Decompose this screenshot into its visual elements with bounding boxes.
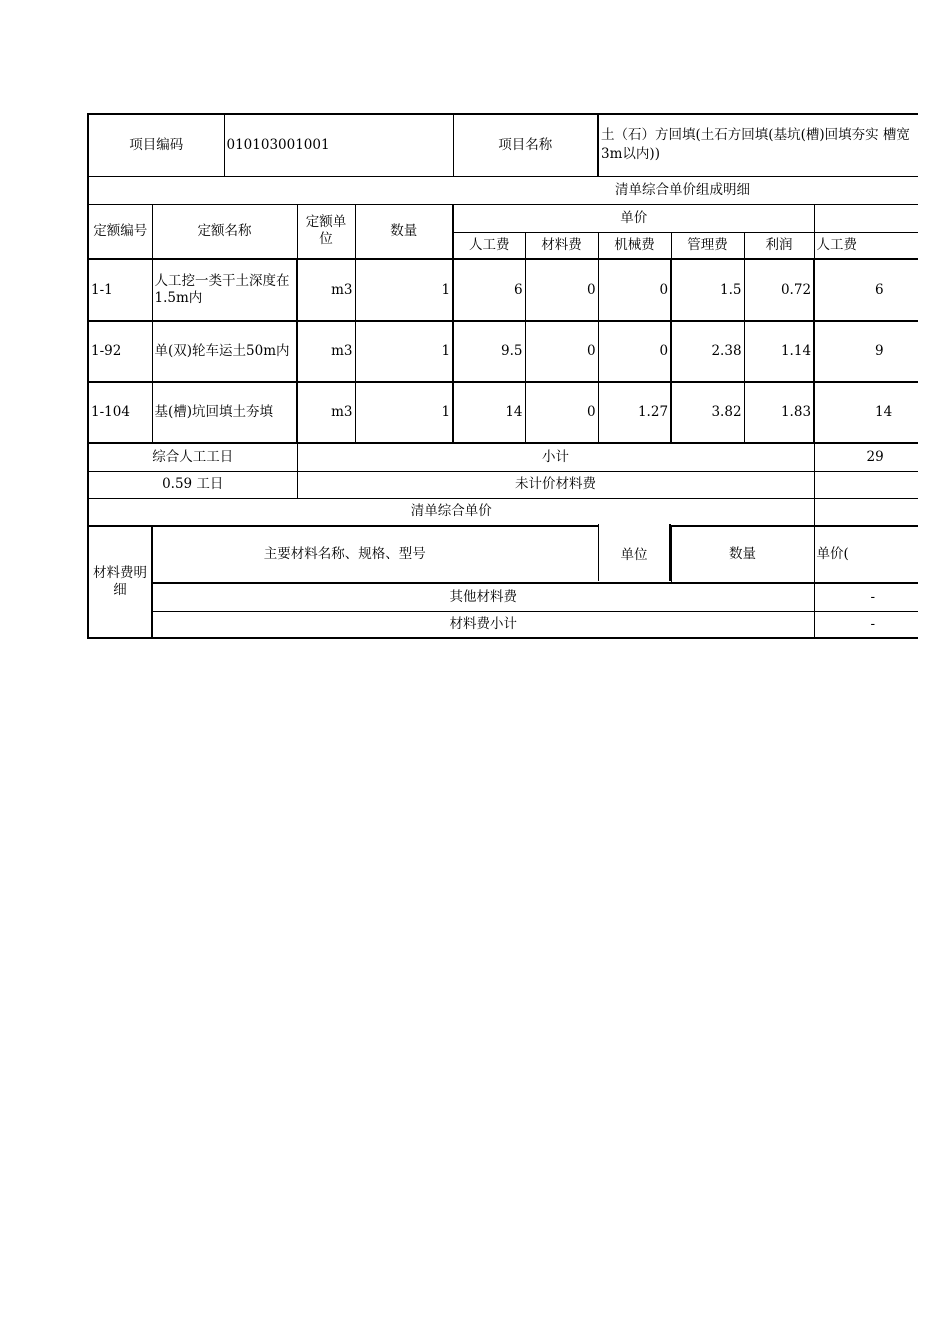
unit-price-total-label: 清单综合单价 — [88, 498, 814, 526]
material-qty-label: 数量 — [671, 526, 814, 583]
unit-price-total-value — [814, 498, 918, 526]
project-code-value: 010103001001 — [224, 114, 453, 176]
col-quota-no: 定额编号 — [88, 204, 152, 259]
section-title-row — [88, 176, 918, 204]
row-quota-name: 单(双)轮车运土50m内 — [152, 321, 297, 382]
row-mgmt: 2.38 — [671, 321, 744, 382]
unpriced-material-label: 未计价材料费 — [297, 471, 814, 498]
material-unit-label: 单位 — [598, 524, 671, 581]
col-total-labor: 人工费 — [814, 232, 918, 259]
col-management: 管理费 — [671, 232, 744, 259]
row-total-labor: 14 — [814, 382, 918, 443]
row-machine: 0 — [598, 259, 671, 321]
table-row — [88, 382, 918, 443]
row-total-labor: 6 — [814, 259, 918, 321]
col-quota-name: 定额名称 — [152, 204, 297, 259]
row-quota-name: 基(槽)坑回填土夯填 — [152, 382, 297, 443]
other-material-row — [88, 583, 918, 611]
row-mgmt: 3.82 — [671, 382, 744, 443]
material-name-spec-label: 主要材料名称、规格、型号 — [152, 526, 671, 583]
row-quota-no: 1-104 — [88, 382, 152, 443]
col-quota-unit: 定额单位 — [297, 204, 355, 259]
row-unit: m3 — [297, 259, 355, 321]
row-qty: 1 — [355, 382, 453, 443]
unpriced-material-row — [88, 471, 918, 498]
row-material: 0 — [525, 321, 598, 382]
col-material: 材料费 — [525, 232, 598, 259]
row-profit: 1.83 — [744, 382, 814, 443]
cost-analysis-sheet — [87, 113, 910, 638]
subtotal-row — [88, 443, 918, 471]
row-labor: 14 — [453, 382, 525, 443]
row-total-labor: 9 — [814, 321, 918, 382]
row-material: 0 — [525, 382, 598, 443]
material-section-label: 材料费明细 — [88, 526, 152, 638]
table-row — [88, 321, 918, 382]
row-machine: 1.27 — [598, 382, 671, 443]
row-quota-no: 1-1 — [88, 259, 152, 321]
row-quota-no: 1-92 — [88, 321, 152, 382]
labor-days-value: 0.59 工日 — [88, 471, 297, 498]
row-profit: 1.14 — [744, 321, 814, 382]
unit-price-total-row — [88, 498, 918, 526]
row-machine: 0 — [598, 321, 671, 382]
subtotal-value: 29 — [814, 443, 918, 471]
col-unit-price: 单价 — [453, 204, 814, 232]
material-price-label: 单价( — [814, 526, 918, 583]
subtotal-label: 小计 — [297, 443, 814, 471]
material-subtotal-value: - — [814, 611, 918, 638]
section-title: 清单综合单价组成明细 — [88, 176, 918, 204]
row-quota-name: 人工挖一类干土深度在1.5m内 — [152, 259, 297, 321]
row-mgmt: 1.5 — [671, 259, 744, 321]
row-profit: 0.72 — [744, 259, 814, 321]
row-unit: m3 — [297, 321, 355, 382]
other-material-value: - — [814, 583, 918, 611]
col-quantity: 数量 — [355, 204, 453, 259]
unpriced-material-value — [814, 471, 918, 498]
row-material: 0 — [525, 259, 598, 321]
header-row — [88, 114, 918, 176]
table-row — [88, 259, 918, 321]
column-header-row-1 — [88, 204, 918, 232]
material-subtotal-label: 材料费小计 — [152, 611, 814, 638]
project-name-value: 土（石）方回填(土石方回填(基坑(槽)回填夯实 槽宽3m以内)) — [598, 114, 918, 176]
material-header-row — [88, 526, 918, 583]
col-machine: 机械费 — [598, 232, 671, 259]
other-material-label: 其他材料费 — [152, 583, 814, 611]
row-qty: 1 — [355, 321, 453, 382]
col-total-blank — [814, 204, 918, 232]
row-qty: 1 — [355, 259, 453, 321]
unit-price-table — [87, 113, 918, 639]
project-name-label: 项目名称 — [453, 114, 598, 176]
labor-days-label: 综合人工工日 — [88, 443, 297, 471]
col-labor: 人工费 — [453, 232, 525, 259]
project-code-label: 项目编码 — [88, 114, 224, 176]
material-subtotal-row — [88, 611, 918, 638]
row-labor: 6 — [453, 259, 525, 321]
row-labor: 9.5 — [453, 321, 525, 382]
col-profit: 利润 — [744, 232, 814, 259]
row-unit: m3 — [297, 382, 355, 443]
